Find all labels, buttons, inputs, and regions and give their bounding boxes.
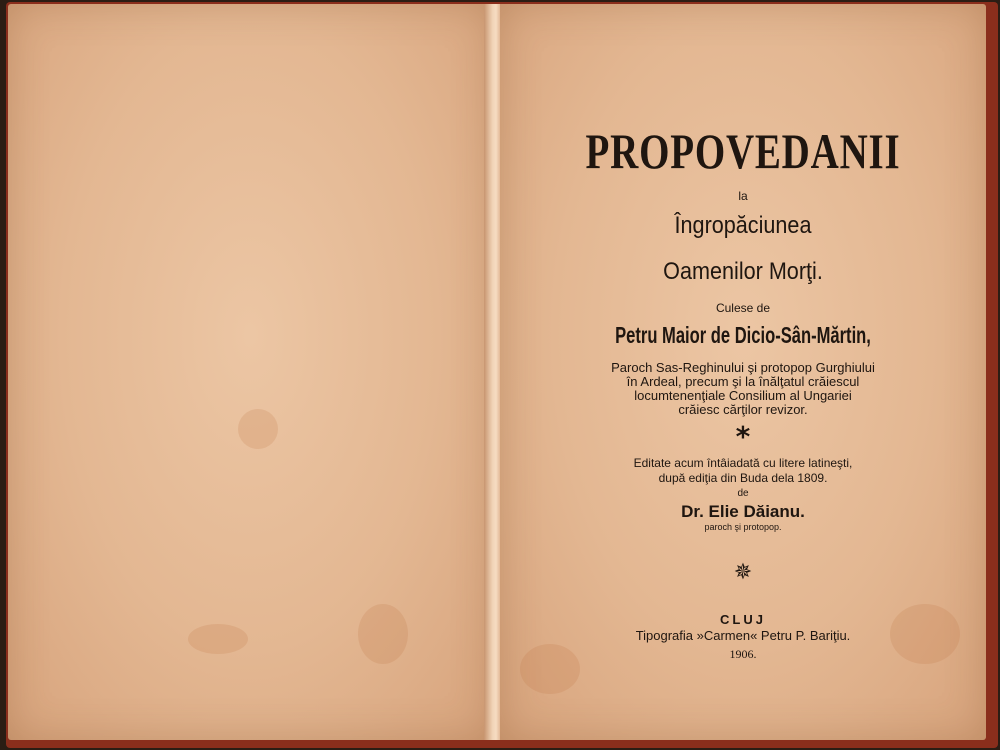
edition-note-line: Editate acum întâiadată cu litere latineşti, (633, 456, 853, 470)
title-connector: la (738, 189, 748, 203)
book-title: PROPOVEDANII (585, 123, 901, 179)
title-page (500, 4, 986, 740)
stain (188, 624, 248, 654)
editor-name: Dr. Elie Dăianu. (681, 502, 805, 521)
author-description-line: locumtenenţiale Consilium al Ungariei (634, 388, 852, 403)
author-name: Petru Maior de Dicio-Sân-Mărtin, (615, 322, 871, 348)
editor-role: paroch şi protopop. (704, 522, 782, 532)
publication-year: 1906. (729, 647, 757, 661)
stain (358, 604, 408, 664)
publication-city: CLUJ (720, 612, 766, 627)
stain (238, 409, 278, 449)
author-description-line: Paroch Sas-Reghinului şi protopop Gurghiului (611, 360, 875, 375)
subtitle-line-1: Îngropăciunea (674, 212, 812, 239)
printer-name: Tipografia »Carmen« Petru P. Bariţiu. (635, 628, 851, 643)
edition-note (570, 456, 916, 486)
subtitle-line-2: Oamenilor Morţi. (663, 258, 823, 285)
separator-asterisk: * (735, 420, 751, 453)
author-description-line: în Ardeal, precum şi la înălţatul crăiescul (626, 374, 860, 389)
edited-by: de (737, 488, 749, 499)
author-description (570, 361, 916, 417)
ornament-icon: ✵ (733, 560, 753, 585)
left-page (8, 4, 492, 740)
edition-note-line: după ediţia din Buda dela 1809. (658, 471, 828, 485)
collected-by: Culese de (715, 301, 771, 315)
author-description-line: crăiesc cărţilor revizor. (678, 402, 808, 417)
